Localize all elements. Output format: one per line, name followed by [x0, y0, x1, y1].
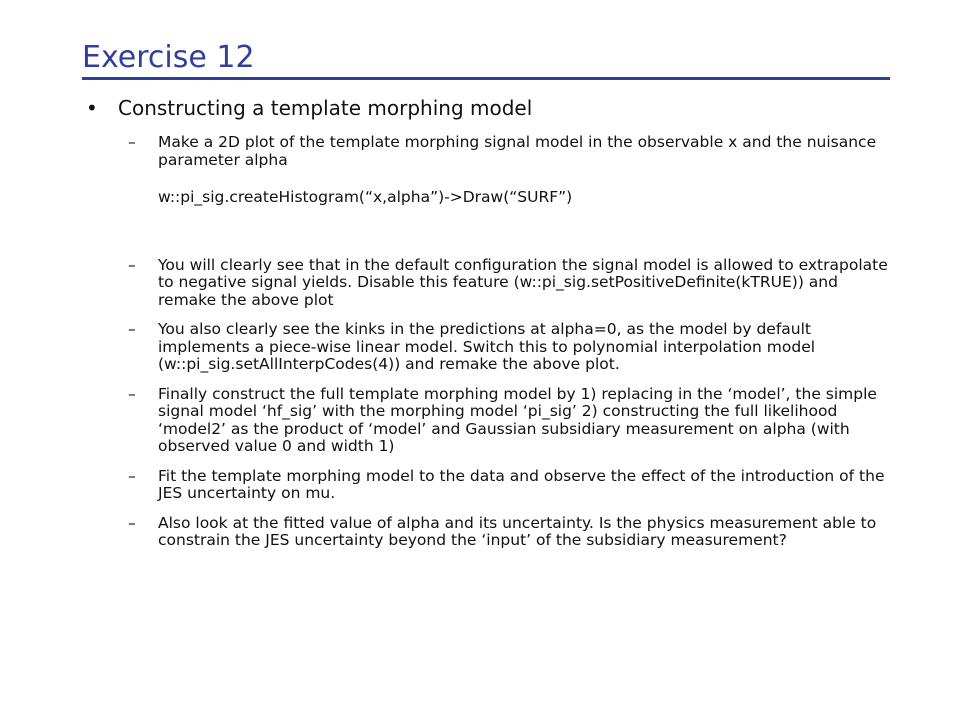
code-snippet: w::pi_sig.createHistogram(“x,alpha”)->Draw(“SURF”): [158, 188, 573, 206]
sub-item-text: You will clearly see that in the default configuration the signal model is allowed to extrapolate to negative signal yields. Disable this feature (w::pi_sig.setPositiveDefinite(kTRUE)) and remake the above plot: [158, 255, 888, 309]
sub-item-1: [128, 134, 888, 207]
dash-icon: –: [128, 320, 136, 338]
sub-item-text: Finally construct the full template morphing model by 1) replacing in the ‘model’, the simple signal model ‘hf_sig’ with the morphing model ‘pi_sig’ 2) constructing the full likelihood ‘model2’ as the product of ‘model’ and Gaussian subsidiary measurement on alpha (with observed value 0 and width 1): [158, 384, 877, 455]
title-underline: [82, 77, 890, 80]
main-bullet: [86, 94, 886, 122]
sub-item-text: Also look at the fitted value of alpha and its uncertainty. Is the physics measurement able to constrain the JES uncertainty beyond the ‘input’ of the subsidiary measurement?: [158, 513, 877, 549]
sub-item-5: [128, 468, 888, 503]
dash-icon: –: [128, 255, 136, 274]
slide-title: Exercise 12: [82, 40, 255, 75]
dash-icon: –: [128, 513, 136, 532]
sub-item-text: You also clearly see the kinks in the predictions at alpha=0, as the model by default implements a piece-wise linear model. Switch this to polynomial interpolation model (w::pi_sig.setAllInterpCodes(4)) and remake the above plot.: [158, 320, 816, 373]
sub-item-4: [128, 386, 888, 456]
sub-item-body: [158, 134, 888, 207]
dash-icon: –: [128, 384, 136, 403]
bullet-dot-icon: •: [86, 96, 98, 120]
sub-item-text: Make a 2D plot of the template morphing signal model in the observable x and the nuisance parameter alpha: [158, 133, 877, 169]
sub-item-6: [128, 515, 888, 550]
main-bullet-text: Constructing a template morphing model: [118, 96, 533, 120]
dash-icon: –: [128, 466, 136, 485]
sub-item-text: Fit the template morphing model to the data and observe the effect of the introduction of the JES uncertainty on mu.: [158, 466, 885, 502]
sub-item-3: [128, 321, 888, 374]
sub-bullet-list: [128, 134, 888, 562]
sub-item-2: [128, 257, 888, 310]
dash-icon: –: [128, 133, 136, 151]
